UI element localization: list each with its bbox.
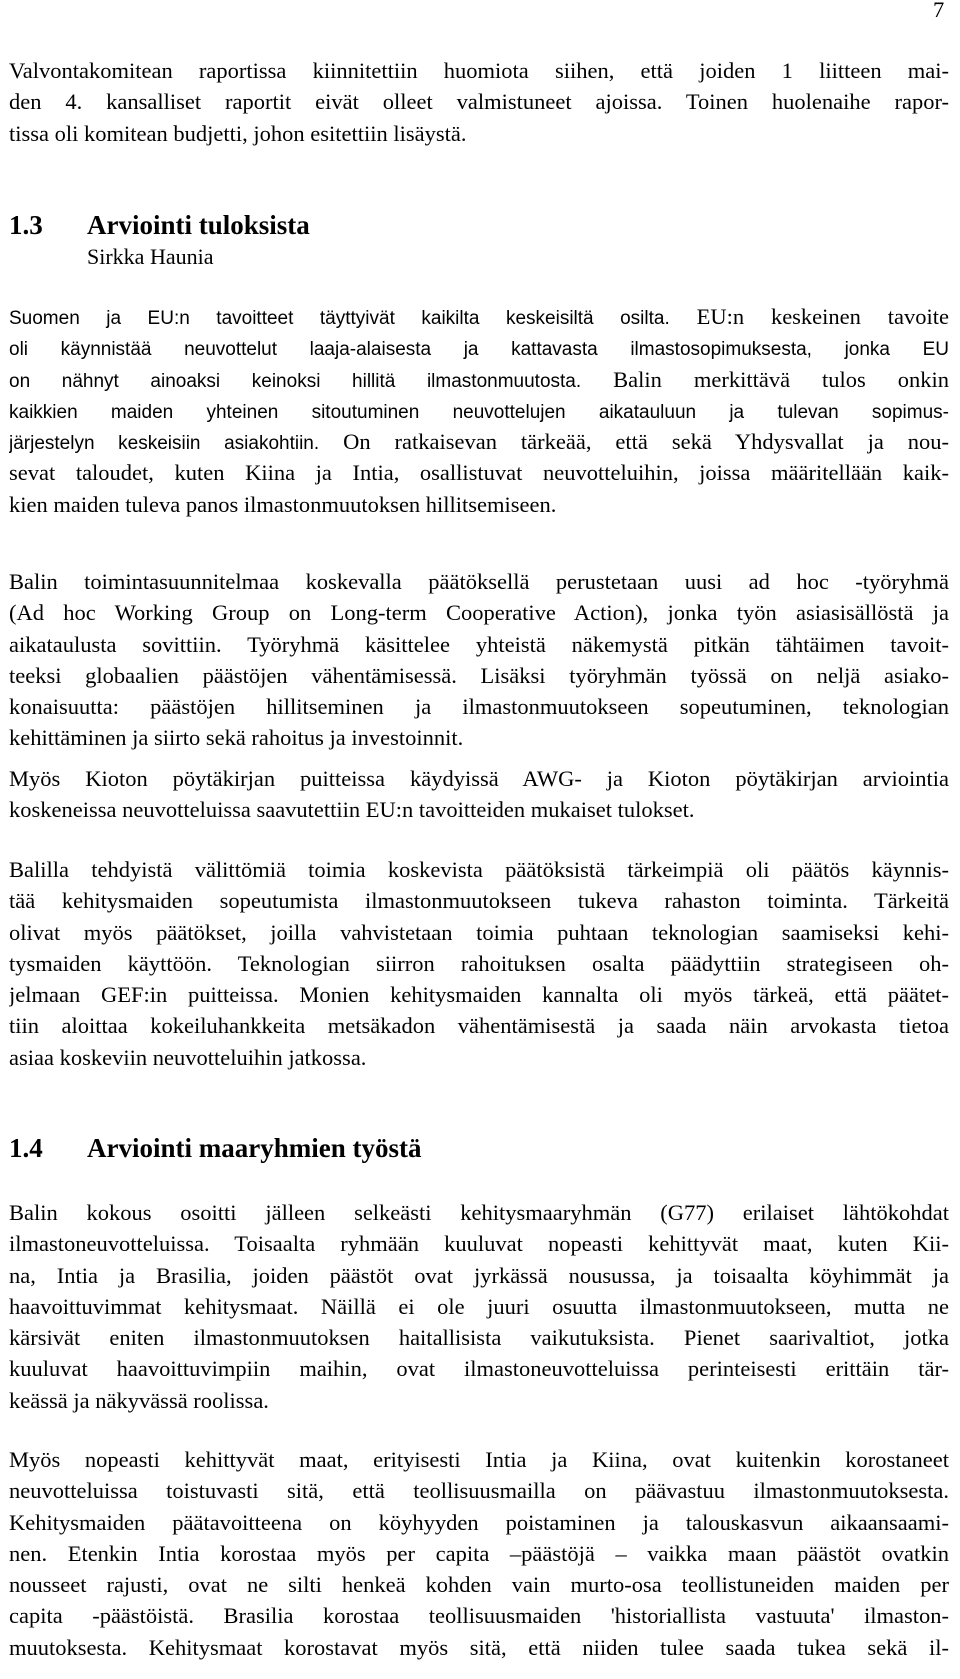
text-segment: järjestelyn keskeisiin asiakohtiin.	[9, 433, 320, 455]
text-segment: Balin merkittävä tulos onkin	[581, 366, 949, 392]
text-segment: sevat taloudet, kuten Kiina ja Intia, osallistuvat neuvotteluihin, joissa määritellään kaik-	[9, 460, 949, 486]
text-line	[9, 364, 949, 395]
text-line: ilmastoneuvotteluissa. Toisaalta ryhmään kuuluvat nopeasti kehittyvät maat, kuten Kii-	[9, 1231, 949, 1257]
text-line: tää kehitysmaiden sopeutumista ilmastonmuutokseen tukeva rahaston toiminta. Tärkeitä	[9, 888, 949, 914]
section-heading-1-4	[9, 1131, 949, 1165]
text-line: kehittäminen ja siirto sekä rahoitus ja investoinnit.	[9, 725, 464, 751]
text-line: capita -päästöistä. Brasilia korostaa teollisuusmaiden 'historiallista vastuuta' ilmaston-	[9, 1603, 949, 1629]
text-line: Myös Kioton pöytäkirjan puitteissa käydyissä AWG- ja Kioton pöytäkirjan arviointia	[9, 766, 949, 791]
paragraph-committee-report	[9, 55, 949, 149]
text-segment: kaikkien maiden yhteinen sitoutuminen neuvottelujen aikatauluun ja tulevan sopimus-	[9, 401, 949, 423]
paragraph-action-plan	[9, 566, 949, 754]
text-line: muutoksesta. Kehitysmaat korostavat myös sitä, että niiden tulee saada tukea sekä il-	[9, 1634, 949, 1660]
text-segment: kien maiden tuleva panos ilmastonmuutoksen hillitsemiseen.	[9, 491, 557, 517]
text-line: Myös nopeasti kehittyvät maat, erityisesti Intia ja Kiina, ovat kuitenkin korostaneet	[9, 1447, 949, 1472]
text-line: den 4. kansalliset raportit eivät olleet valmistuneet ajoissa. Toinen huolenaihe rapor-	[9, 89, 949, 115]
section-number: 1.4	[9, 1133, 43, 1163]
text-line: olivat myös päätökset, joilla vahvistetaan toimia puhtaan teknologian saamiseksi kehi-	[9, 919, 949, 945]
paragraph-emerging-economies	[9, 1444, 949, 1663]
page-number: 7	[933, 0, 945, 22]
text-line: koskeneissa neuvotteluissa saavutettiin EU:n tavoitteiden mukaiset tulokset.	[9, 797, 695, 823]
text-line	[9, 426, 949, 457]
text-segment: Suomen ja EU:n tavoitteet täyttyivät kaikilta keskeisiltä osilta.	[9, 308, 670, 329]
text-line: tiin aloittaa kokeiluhankkeita metsäkadon vähentämisestä ja saada näin arvokasta tietoa	[9, 1013, 949, 1039]
section-author: Sirkka Haunia	[87, 244, 214, 269]
text-line: konaisuutta: päästöjen hillitseminen ja ilmastonmuutokseen sopeutuminen, teknologian	[9, 694, 949, 720]
text-line: jelmaan GEF:in puitteissa. Monien kehitysmaiden kannalta oli myös tärkeä, että päätet-	[9, 982, 949, 1008]
paragraph-eu-goals	[9, 301, 949, 520]
text-line: nousseet rajusti, ovat ne silti henkeä kohden vain murto-osa teollistuneiden maiden per	[9, 1572, 949, 1598]
text-line: tysmaiden käyttöön. Teknologian siirron rahoituksen osalta päädyttiin strategiseen oh-	[9, 950, 949, 976]
paragraph-immediate-actions	[9, 854, 949, 1073]
text-segment: on nähnyt ainoaksi keinoksi hillitä ilmastonmuutosta.	[9, 370, 582, 392]
text-line: haavoittuvimmat kehitysmaat. Näillä ei ole juuri osuutta ilmastonmuutokseen, mutta ne	[9, 1293, 949, 1319]
text-line	[9, 457, 949, 488]
text-segment: On ratkaisevan tärkeää, että sekä Yhdysvallat ja nou-	[319, 429, 949, 455]
text-line: neuvotteluissa toistuvasti sitä, että teollisuusmailla on päävastuu ilmastonmuutoksesta.	[9, 1478, 949, 1504]
section-title: Arviointi tuloksista	[87, 210, 310, 240]
text-line	[9, 301, 949, 332]
text-line: aikataulusta sovittiin. Työryhmä käsittelee yhteistä näkemystä pitkän tähtäimen tavoit-	[9, 631, 949, 657]
text-line: keässä ja näkyvässä roolissa.	[9, 1387, 269, 1413]
text-line: Balilla tehdyistä välittömiä toimia koskevista päätöksistä tärkeimpiä oli päätös käynnis-	[9, 857, 949, 882]
section-title: Arviointi maaryhmien työstä	[87, 1133, 422, 1163]
text-segment: EU:n keskeinen tavoite	[669, 304, 949, 329]
text-line: asiaa koskeviin neuvotteluihin jatkossa.	[9, 1044, 367, 1070]
paragraph-kyoto	[9, 763, 949, 826]
text-line: (Ad hoc Working Group on Long-term Cooperative Action), jonka työn asiasisällöstä ja	[9, 600, 949, 626]
text-line: kärsivät eniten ilmastonmuutoksen haitallisista vaikutuksista. Pienet saarivaltiot, jotka	[9, 1325, 949, 1351]
paragraph-g77	[9, 1197, 949, 1416]
text-line: kuuluvat haavoittuvimpiin maihin, ovat ilmastoneuvotteluissa perinteisesti erittäin tär-	[9, 1356, 949, 1382]
text-line: Balin kokous osoitti jälleen selkeästi kehitysmaaryhmän (G77) erilaiset lähtökohdat	[9, 1200, 949, 1225]
text-line: Valvontakomitean raportissa kiinnitettiin huomiota siihen, että joiden 1 liitteen mai-	[9, 58, 949, 83]
text-line: Kehitysmaiden päätavoitteena on köyhyyden poistaminen ja talouskasvun aikaansaami-	[9, 1509, 949, 1535]
text-line: na, Intia ja Brasilia, joiden päästöt ovat jyrkässä nousussa, ja toisaalta köyhimmät ja	[9, 1262, 949, 1288]
text-line: Balin toimintasuunnitelmaa koskevalla päätöksellä perustetaan uusi ad hoc -työryhmä	[9, 569, 949, 594]
text-line	[9, 332, 949, 363]
text-segment: oli käynnistää neuvottelut laaja-alaisesta ja kattavasta ilmastosopimuksesta, jonka EU	[9, 339, 949, 361]
section-heading-1-3	[9, 208, 949, 242]
section-number: 1.3	[9, 210, 43, 240]
text-line	[9, 489, 949, 520]
text-line	[9, 395, 949, 426]
text-line: tissa oli komitean budjetti, johon esitettiin lisäystä.	[9, 120, 467, 146]
text-line: teeksi globaalien päästöjen vähentämisessä. Lisäksi työryhmän työssä on neljä asiako-	[9, 662, 949, 688]
text-line: nen. Etenkin Intia korostaa myös per capita –päästöjä – vaikka maan päästöt ovatkin	[9, 1540, 949, 1566]
